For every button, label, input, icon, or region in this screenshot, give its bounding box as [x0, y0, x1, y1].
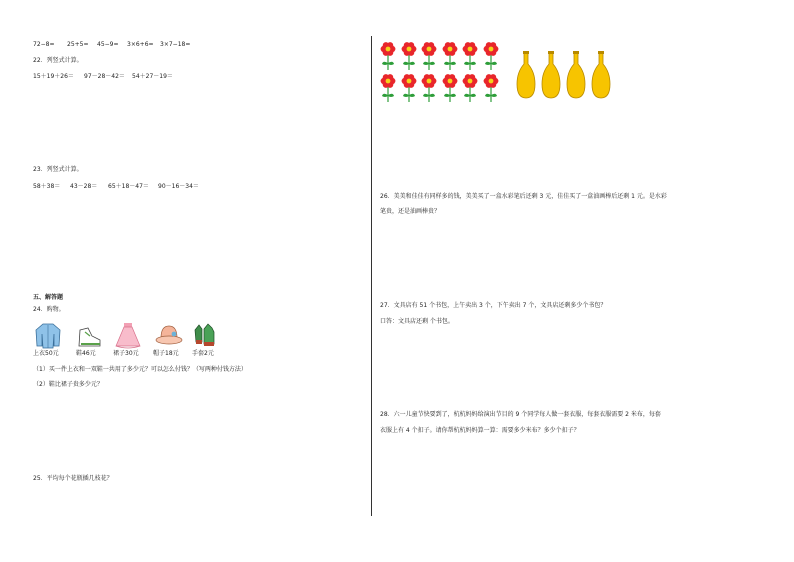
question-27-line-1: 27．文具店有 51 个书包，上午卖出 3 个，下午卖出 7 个，文具店还剩多少个书包？: [380, 302, 607, 309]
oral-calc-3: 45−9=: [97, 41, 119, 48]
oral-calc-1: 72−8=: [33, 41, 55, 48]
shop-item-shoe-label: 鞋46元: [76, 350, 96, 357]
flower-icon: [379, 41, 397, 71]
question-24-sub-2: （2）鞋比裙子贵多少元？: [33, 381, 103, 388]
question-25: 25．平均每个花瓶插几枝花？: [33, 475, 113, 482]
shop-item-hat-label: 帽子18元: [153, 350, 179, 357]
question-23-item-2: 43－28＝: [70, 183, 98, 190]
shop-item-gloves-label: 手套2元: [192, 350, 214, 357]
question-26-line-1: 26．美美和佳佳有同样多的钱，美美买了一盒水彩笔后还剩 3 元，佳佳买了一盒油画棒后还剩 1 元。是水彩: [380, 193, 667, 200]
question-22-item-3: 54＋27－19＝: [132, 73, 173, 80]
column-divider: [371, 36, 372, 516]
flower-icon: [400, 73, 418, 103]
question-23-item-3: 65＋18－47＝: [108, 183, 149, 190]
question-23-title: 23．列竖式计算。: [33, 166, 83, 173]
section-5-heading: 五、解答题: [33, 294, 64, 301]
shoe-icon: [76, 320, 102, 350]
skirt-icon: [113, 320, 143, 350]
question-23-item-4: 90－16－34＝: [158, 183, 199, 190]
oral-calc-5: 3×7−18=: [160, 41, 191, 48]
vase-icon: [565, 50, 587, 100]
jacket-icon: [33, 320, 63, 350]
shop-item-skirt: [113, 320, 147, 360]
flower-icon: [441, 73, 459, 103]
flower-icon: [420, 41, 438, 71]
flower-icon: [400, 41, 418, 71]
flower-icon: [420, 73, 438, 103]
flower-icon: [379, 73, 397, 103]
flower-icon: [482, 41, 500, 71]
hat-icon: [153, 320, 183, 350]
oral-calc-2: 25+5=: [67, 41, 89, 48]
shop-item-jacket: [33, 320, 67, 360]
flower-icon: [441, 41, 459, 71]
question-22-item-1: 15＋19＋26＝: [33, 73, 74, 80]
question-27-answer: 口答：文具店还剩 个书包。: [380, 318, 454, 325]
shop-item-hat: [153, 320, 187, 360]
flower-icon: [461, 73, 479, 103]
flower-icon: [461, 41, 479, 71]
shop-item-jacket-label: 上衣50元: [33, 350, 59, 357]
question-23-item-1: 58＋38＝: [33, 183, 61, 190]
question-24-sub-1: （1）买一件上衣和一双鞋一共用了多少元？可以怎么付钱？（写两种付钱方法）: [33, 366, 247, 373]
shop-item-gloves: [192, 320, 226, 360]
question-22-item-2: 97－28－42＝: [84, 73, 125, 80]
oral-calc-4: 3×6+6=: [127, 41, 154, 48]
vase-icon: [515, 50, 537, 100]
flower-icon: [482, 73, 500, 103]
vase-icon: [590, 50, 612, 100]
question-26-line-2: 笔贵，还是油画棒贵？: [380, 208, 441, 215]
shop-item-shoe: [76, 320, 110, 360]
question-28-line-1: 28．六一儿童节快要到了，杭杭妈妈给演出节目的 9 个同学每人做一套衣服，每套衣服需要 2 米布，每套: [380, 411, 661, 418]
gloves-icon: [192, 320, 220, 350]
shop-item-skirt-label: 裙子30元: [113, 350, 139, 357]
question-24-title: 24．购物。: [33, 306, 65, 313]
question-28-line-2: 衣服上有 4 个扣子。请你帮杭杭妈妈算一算：需要多少米布？多少个扣子？: [380, 427, 580, 434]
question-22-title: 22．列竖式计算。: [33, 57, 83, 64]
vase-icon: [540, 50, 562, 100]
